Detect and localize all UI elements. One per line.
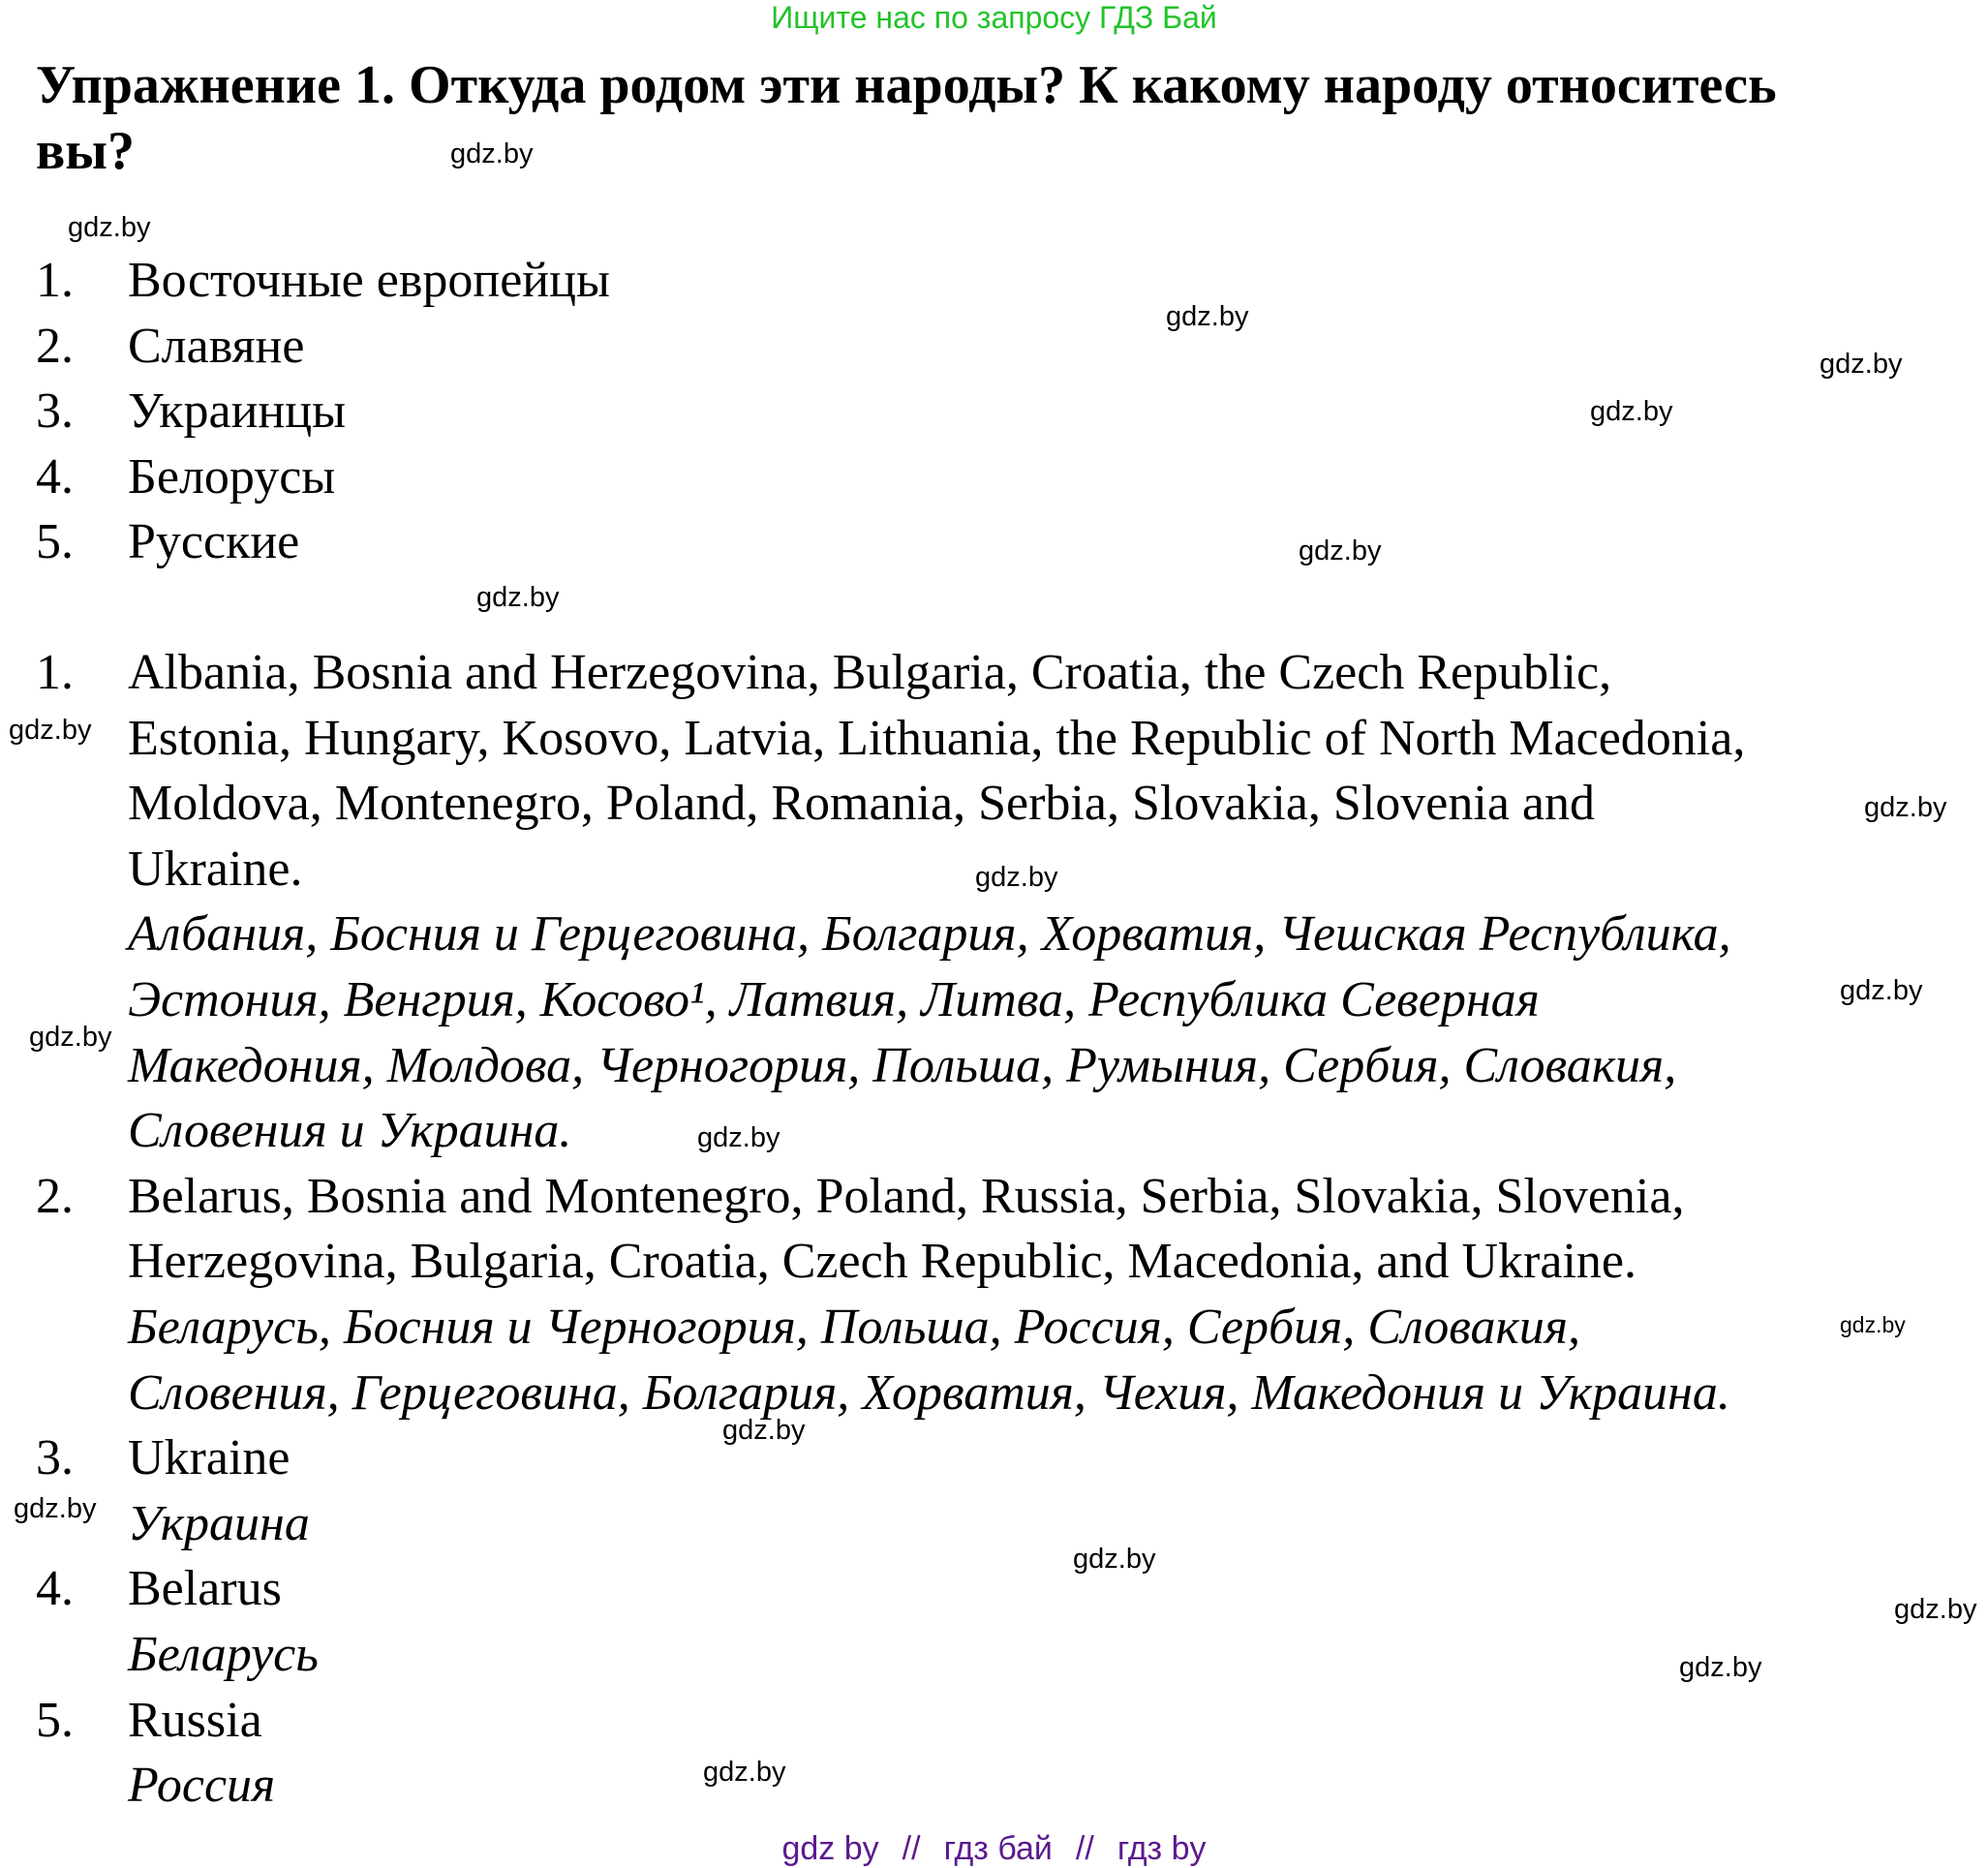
- item-number: 3.: [36, 1430, 74, 1486]
- watermark: gdz.by: [68, 212, 151, 243]
- answer-en: Ukraine: [128, 1430, 291, 1486]
- answer-line: [36, 771, 1982, 837]
- item-number: 1.: [36, 253, 74, 308]
- answer-line: [36, 1753, 1982, 1819]
- watermark: gdz.by: [1073, 1544, 1156, 1575]
- title-line: Упражнение 1. Откуда родом эти народы? К какому народу относитесь: [36, 55, 1777, 115]
- answer-line: [36, 706, 1982, 772]
- item-text: Украинцы: [128, 383, 347, 440]
- answer-en: Herzegovina, Bulgaria, Croatia, Czech Republic, Macedonia, and Ukraine.: [128, 1234, 1636, 1290]
- watermark: gdz.by: [722, 1415, 806, 1446]
- answers-list: [36, 640, 1982, 1819]
- answer-ru: Македония, Молдова, Черногория, Польша, Румыния, Сербия, Словакия,: [128, 1037, 1677, 1093]
- watermark: gdz.by: [1590, 396, 1673, 427]
- answer-line: [36, 902, 1982, 967]
- watermark: gdz.by: [1166, 301, 1249, 332]
- answer-en: Estonia, Hungary, Kosovo, Latvia, Lithuania, the Republic of North Macedonia,: [128, 710, 1746, 766]
- answer-en: Moldova, Montenegro, Poland, Romania, Serbia, Slovakia, Slovenia and: [128, 776, 1595, 832]
- answer-en: Albania, Bosnia and Herzegovina, Bulgaria, Croatia, the Czech Republic,: [128, 645, 1612, 700]
- item-text: Славяне: [128, 318, 305, 374]
- answer-en: Belarus: [128, 1561, 282, 1617]
- answer-line: [36, 1098, 1982, 1164]
- watermark: gdz.by: [975, 862, 1058, 893]
- item-number: 3.: [36, 383, 74, 440]
- watermark: gdz.by: [450, 138, 534, 169]
- answer-en: Ukraine.: [128, 841, 303, 897]
- answer-line: [36, 1164, 1982, 1230]
- exercise-title: [36, 52, 1963, 184]
- list-item: [36, 248, 1982, 314]
- answer-ru: Словения, Герцеговина, Болгария, Хорватия, Чехия, Македония и Украина.: [128, 1364, 1730, 1421]
- answer-line: [36, 1033, 1982, 1099]
- item-number: 4.: [36, 1561, 74, 1617]
- list-item: [36, 509, 1982, 575]
- peoples-list: [36, 248, 1982, 575]
- item-text: Белорусы: [128, 448, 336, 505]
- footer-links: [0, 1830, 1988, 1868]
- search-banner[interactable]: Ищите нас по запросу ГДЗ Бай: [771, 0, 1217, 35]
- footer-link-gdz-by[interactable]: gdz by: [781, 1830, 879, 1867]
- answer-ru: Россия: [128, 1758, 276, 1814]
- watermark: gdz.by: [1840, 1312, 1906, 1337]
- item-number: 4.: [36, 448, 74, 505]
- watermark: gdz.by: [1820, 349, 1903, 380]
- item-number: 5.: [36, 1692, 74, 1748]
- answer-ru: Беларусь: [128, 1626, 319, 1682]
- answer-line: [36, 1556, 1982, 1622]
- watermark: gdz.by: [29, 1022, 112, 1053]
- list-item: [36, 314, 1982, 380]
- answer-ru: Беларусь, Босния и Черногория, Польша, Россия, Сербия, Словакия,: [128, 1299, 1581, 1355]
- watermark: gdz.by: [697, 1122, 780, 1153]
- title-line: вы?: [36, 121, 135, 181]
- answer-ru: Эстония, Венгрия, Косово¹, Латвия, Литва, Республика Северная: [128, 971, 1540, 1027]
- watermark: gdz.by: [9, 715, 92, 746]
- answer-line: [36, 1425, 1982, 1491]
- list-item: [36, 379, 1982, 444]
- item-number: 2.: [36, 318, 74, 374]
- footer-separator: //: [902, 1830, 921, 1867]
- list-item: [36, 444, 1982, 510]
- watermark: gdz.by: [1679, 1652, 1762, 1683]
- answer-ru: Украина: [128, 1495, 310, 1551]
- item-number: 5.: [36, 514, 74, 570]
- answer-line: [36, 1229, 1982, 1295]
- item-number: 2.: [36, 1168, 74, 1224]
- footer-link-gdz-bai[interactable]: гдз бай: [943, 1830, 1053, 1867]
- item-number: 1.: [36, 645, 74, 700]
- watermark: gdz.by: [1299, 536, 1382, 567]
- watermark: gdz.by: [476, 582, 560, 613]
- watermark: gdz.by: [1864, 792, 1947, 823]
- watermark: gdz.by: [703, 1757, 786, 1788]
- footer-link-gdz-by-ru[interactable]: гдз by: [1116, 1830, 1207, 1867]
- watermark: gdz.by: [1894, 1594, 1977, 1625]
- answer-ru: Словения и Украина.: [128, 1103, 572, 1159]
- answer-en: Belarus, Bosnia and Montenegro, Poland, Russia, Serbia, Slovakia, Slovenia,: [128, 1168, 1685, 1224]
- answer-line: [36, 640, 1982, 706]
- answer-line: [36, 1491, 1982, 1557]
- answer-en: Russia: [128, 1692, 262, 1748]
- item-text: Русские: [128, 514, 300, 570]
- watermark: gdz.by: [1840, 975, 1923, 1006]
- footer-separator: //: [1075, 1830, 1094, 1867]
- watermark: gdz.by: [14, 1493, 97, 1524]
- answer-line: [36, 1295, 1982, 1361]
- answer-line: [36, 967, 1982, 1033]
- answer-ru: Албания, Босния и Герцеговина, Болгария, Хорватия, Чешская Республика,: [128, 906, 1731, 963]
- answer-line: [36, 1361, 1982, 1426]
- item-text: Восточные европейцы: [128, 253, 610, 308]
- answer-line: [36, 1688, 1982, 1754]
